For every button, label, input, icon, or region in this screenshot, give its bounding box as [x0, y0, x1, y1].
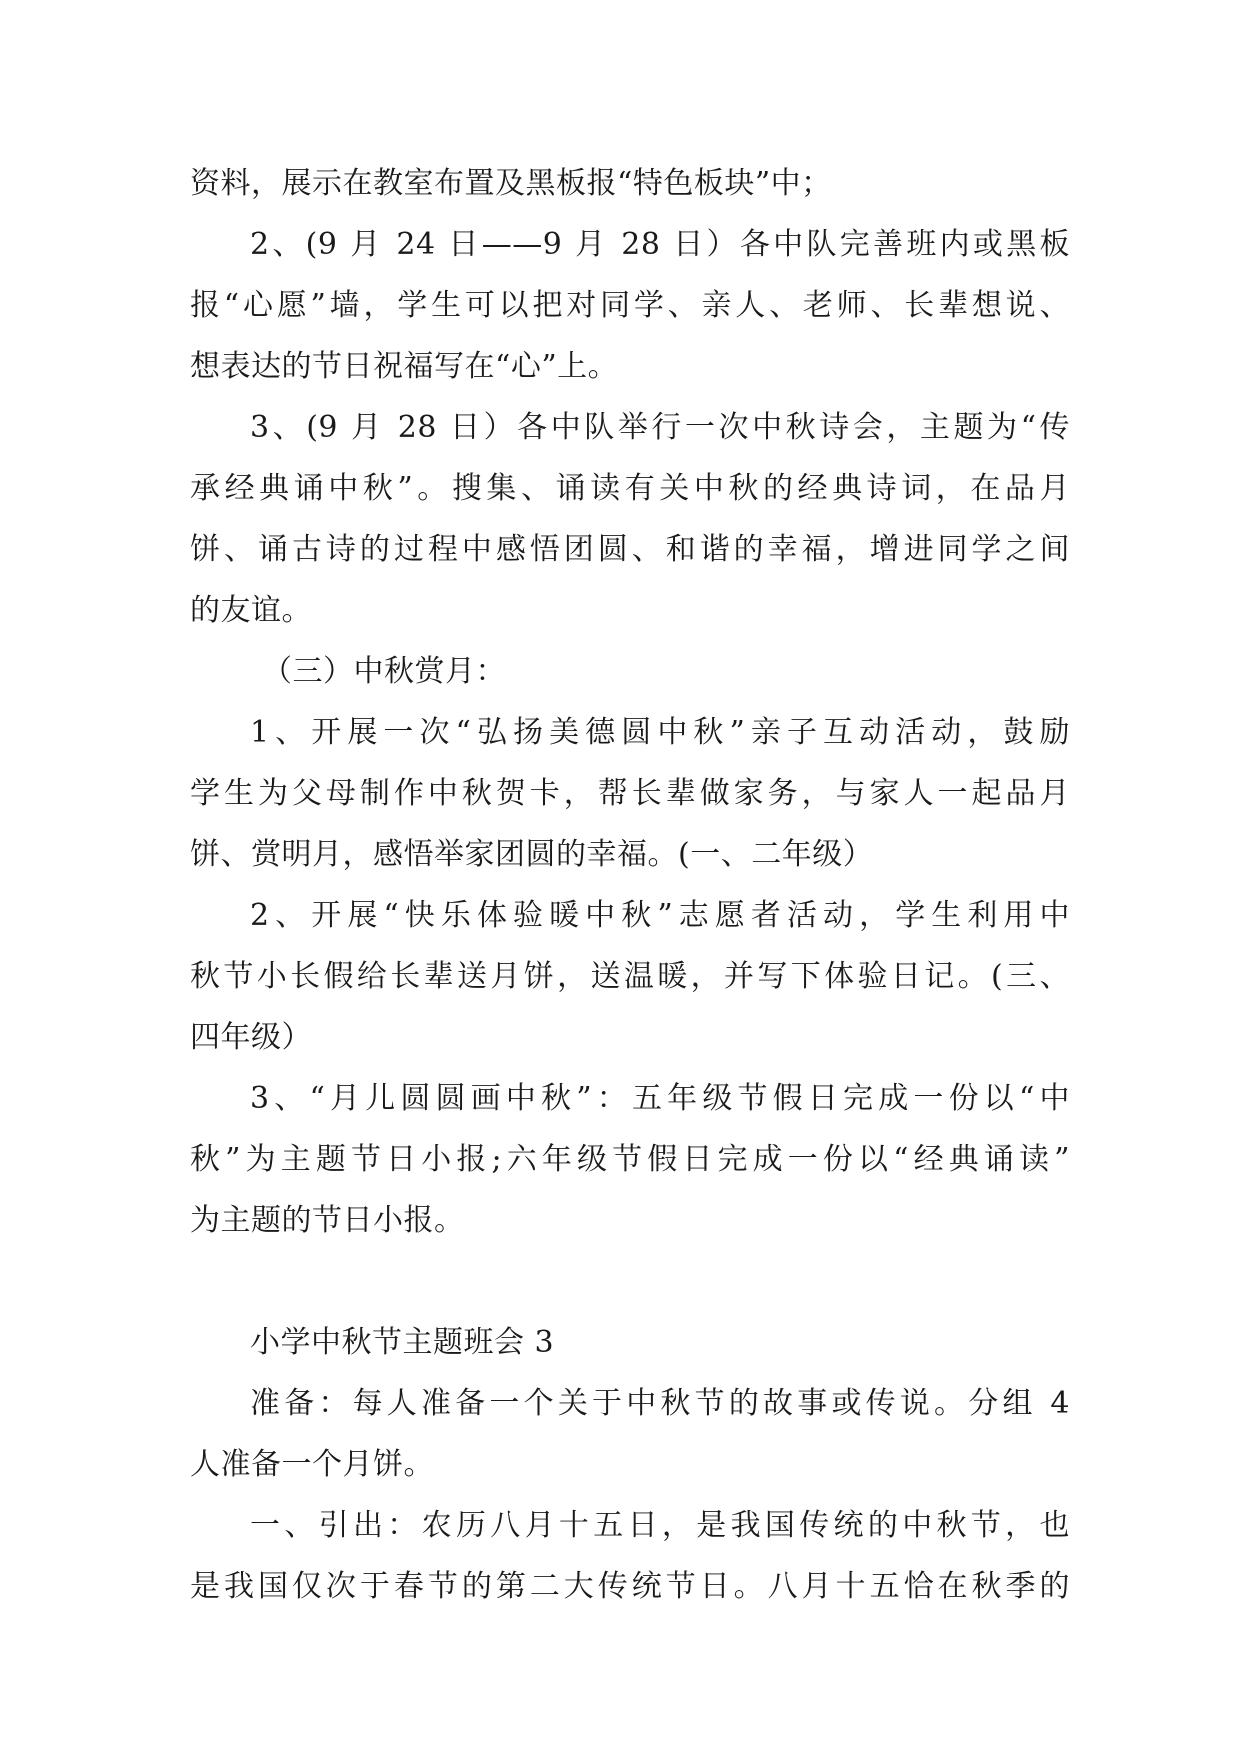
paragraph-line: 饼、赏明月，感悟举家团圆的幸福。(一、二年级）	[190, 837, 874, 872]
paragraph-line: 一、引出：农历八月十五日，是我国传统的中秋节，也	[250, 1508, 1070, 1543]
paragraph-line: 2、开展“快乐体验暖中秋”志愿者活动，学生利用中	[250, 898, 1070, 933]
section-heading: （三）中秋赏月：	[262, 654, 506, 689]
blank-line	[190, 1251, 1070, 1312]
paragraph-line: 想表达的节日祝福写在“心”上。	[190, 349, 619, 384]
paragraph-line: 1、开展一次“弘扬美德圆中秋”亲子互动活动，鼓励	[250, 715, 1070, 750]
paragraph-line: 学生为父母制作中秋贺卡，帮长辈做家务，与家人一起品月	[190, 776, 1070, 811]
paragraph-line: 的友谊。	[190, 593, 312, 628]
paragraph-line: 承经典诵中秋”。搜集、诵读有关中秋的经典诗词，在品月	[190, 471, 1070, 506]
document-title: 小学中秋节主题班会 3	[250, 1325, 555, 1360]
paragraph-line: 为主题的节日小报。	[190, 1203, 465, 1238]
paragraph-line: 人准备一个月饼。	[190, 1447, 434, 1482]
paragraph-line: 秋”为主题节日小报;六年级节假日完成一份以“经典诵读”	[190, 1142, 1070, 1177]
paragraph-line: 2、(9 月 24 日——9 月 28 日）各中队完善班内或黑板	[250, 227, 1070, 262]
paragraph-line: 报“心愿”墙，学生可以把对同学、亲人、老师、长辈想说、	[190, 288, 1070, 323]
paragraph-line: 3、“月儿圆圆画中秋”：五年级节假日完成一份以“中	[250, 1081, 1070, 1116]
paragraph-line: 资料，展示在教室布置及黑板报“特色板块”中；	[190, 166, 832, 201]
paragraph-line: 四年级）	[190, 1020, 312, 1055]
paragraph-line: 3、(9 月 28 日）各中队举行一次中秋诗会，主题为“传	[250, 410, 1070, 445]
paragraph-line: 饼、诵古诗的过程中感悟团圆、和谐的幸福，增进同学之间	[190, 532, 1070, 567]
paragraph-line: 准备：每人准备一个关于中秋节的故事或传说。分组 4	[250, 1386, 1070, 1421]
document-body	[190, 153, 1070, 1617]
paragraph-line: 秋节小长假给长辈送月饼，送温暖，并写下体验日记。(三、	[190, 959, 1070, 994]
paragraph-line: 是我国仅次于春节的第二大传统节日。八月十五恰在秋季的	[190, 1569, 1070, 1604]
